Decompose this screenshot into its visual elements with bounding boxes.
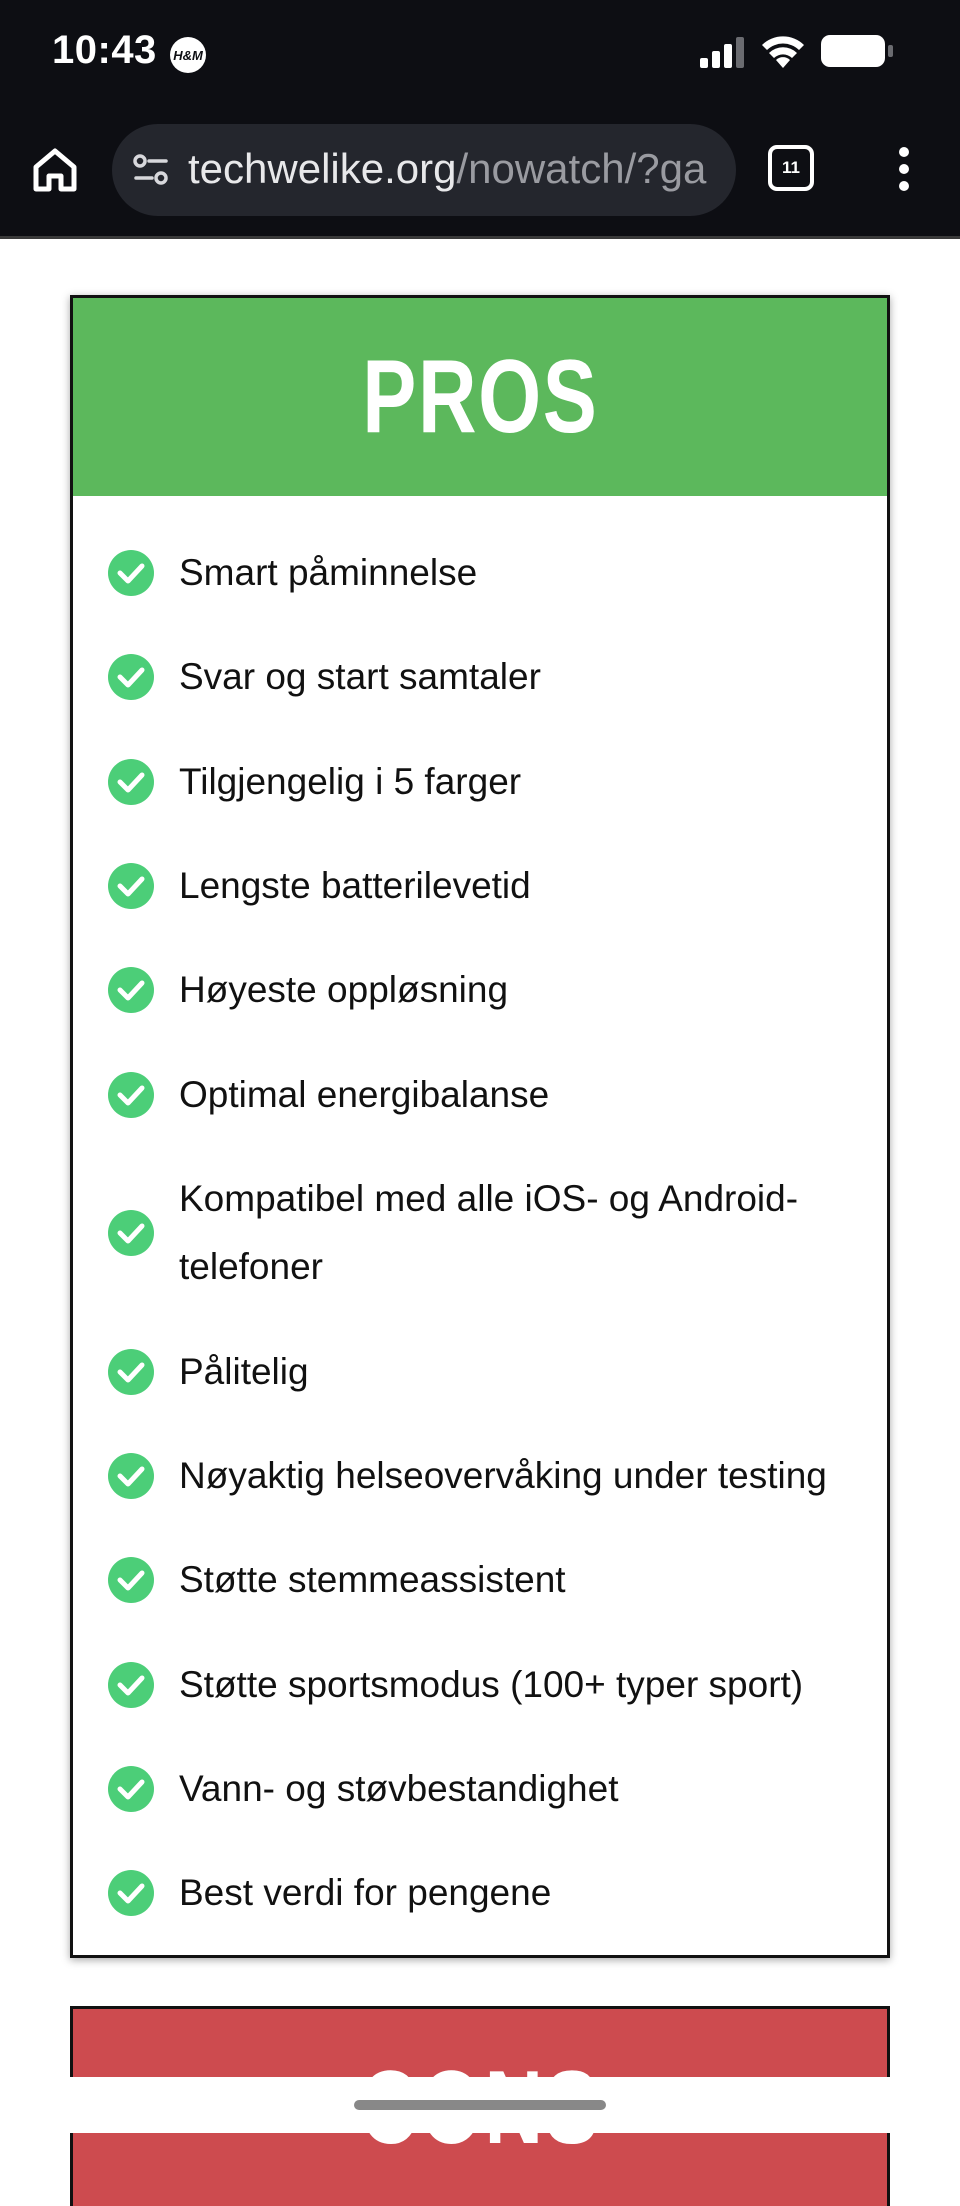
pros-item-text: Lengste batterilevetid [179, 865, 531, 906]
check-circle-icon [108, 1072, 154, 1118]
battery-icon [820, 34, 894, 68]
list-item [73, 1061, 887, 1129]
pros-item-text: Vann- og støvbestandighet [179, 1768, 619, 1809]
address-bar[interactable] [112, 124, 736, 216]
list-item [73, 1442, 887, 1510]
browser-chrome [0, 0, 960, 236]
check-circle-icon [108, 1557, 154, 1603]
pros-item-text: Best verdi for pengene [179, 1872, 552, 1913]
pros-item-text: Optimal energibalanse [179, 1074, 550, 1115]
list-item [73, 956, 887, 1024]
list-item [73, 748, 887, 816]
check-circle-icon [108, 1766, 154, 1812]
home-icon[interactable] [30, 145, 80, 195]
list-item [73, 852, 887, 920]
list-item [73, 1755, 887, 1823]
cellular-signal-icon [698, 36, 746, 68]
check-circle-icon [108, 967, 154, 1013]
chrome-divider [0, 236, 960, 239]
list-item [73, 539, 887, 607]
home-indicator[interactable] [354, 2100, 606, 2110]
list-item [73, 1165, 887, 1301]
pros-item-text: Pålitelig [179, 1351, 309, 1392]
list-item [73, 1651, 887, 1719]
pros-item-text: Nøyaktig helseovervåking under testing [179, 1455, 827, 1496]
wifi-icon [760, 32, 806, 70]
check-circle-icon [108, 550, 154, 596]
pros-item-text: Svar og start samtaler [179, 656, 541, 697]
pros-item-text: Kompatibel med alle iOS- og Android-telefoner [179, 1178, 799, 1287]
url-text [188, 144, 706, 194]
check-circle-icon [108, 1210, 154, 1256]
check-circle-icon [108, 1870, 154, 1916]
check-circle-icon [108, 1453, 154, 1499]
pros-header [73, 298, 887, 496]
check-circle-icon [108, 759, 154, 805]
pros-title: PROS [361, 338, 599, 455]
pros-item-text: Smart påminnelse [179, 552, 478, 593]
list-item [73, 643, 887, 711]
pros-item-text: Støtte sportsmodus (100+ typer sport) [179, 1664, 804, 1705]
pros-item-text: Tilgjengelig i 5 farger [179, 761, 522, 802]
list-item [73, 1859, 887, 1927]
hm-notification-icon: H&M [170, 37, 206, 73]
list-item [73, 1338, 887, 1406]
pros-item-text: Støtte stemmeassistent [179, 1559, 566, 1600]
site-settings-icon[interactable] [132, 152, 170, 188]
pros-item-text: Høyeste oppløsning [179, 969, 509, 1010]
list-item [73, 1546, 887, 1614]
pros-card [70, 295, 890, 1958]
check-circle-icon [108, 654, 154, 700]
check-circle-icon [108, 1662, 154, 1708]
url-domain: techwelike.org [188, 145, 457, 192]
check-circle-icon [108, 863, 154, 909]
tab-switcher-button[interactable]: 11 [768, 145, 814, 191]
check-circle-icon [108, 1349, 154, 1395]
status-time: 10:43 [52, 28, 157, 72]
more-menu-icon[interactable] [894, 146, 914, 192]
url-path: /nowatch/?ga [456, 145, 707, 192]
